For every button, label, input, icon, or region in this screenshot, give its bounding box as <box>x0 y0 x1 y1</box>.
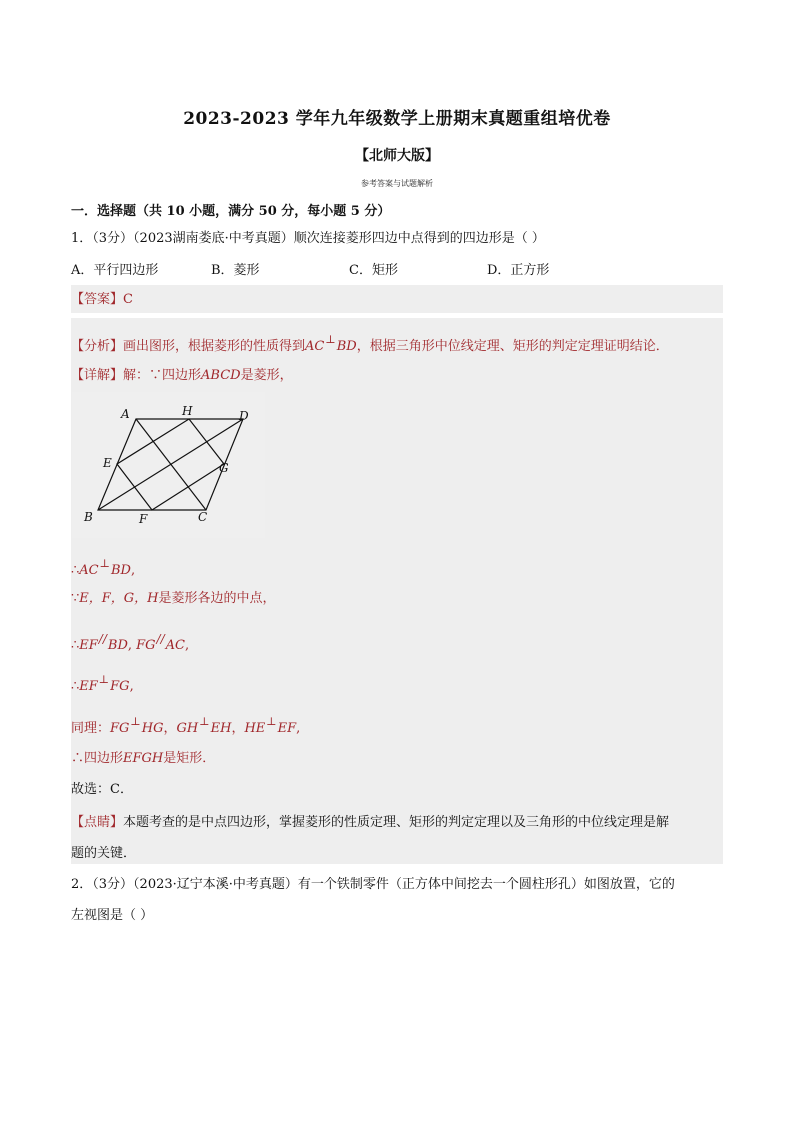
step1-bd: BD <box>110 563 131 578</box>
perpendicular-symbol: ⊥ <box>98 673 110 686</box>
perpendicular-symbol: ⊥ <box>325 333 336 346</box>
comment-line-1 <box>71 814 723 832</box>
answer-line <box>71 291 723 309</box>
label-e: E <box>103 456 112 470</box>
choose-line: 故选：C． <box>71 782 133 797</box>
label-g: G <box>219 461 229 475</box>
detail-tag: 【详解】 <box>71 368 124 383</box>
section-heading: 一．选择题（共 10 小题，满分 50 分，每小题 5 分） <box>71 204 391 219</box>
answer-tag: 【答案】 <box>71 292 124 307</box>
step5-eh: EH <box>210 721 232 736</box>
label-f: F <box>139 512 148 526</box>
analysis-line <box>71 333 723 356</box>
step4-ef: EF <box>79 679 98 694</box>
step5-hg: HG <box>141 721 164 736</box>
detail-abcd: ABCD <box>201 368 241 383</box>
step3-ac: AC <box>165 638 185 653</box>
option-c[interactable]: C．矩形 <box>349 263 398 278</box>
comment-line-2: 题的关键． <box>71 846 137 861</box>
detail-line <box>71 367 723 385</box>
because-symbol: ∵ <box>71 591 80 606</box>
analysis-text-post: ，根据三角形中位线定理、矩形的判定定理证明结论． <box>356 339 669 354</box>
analysis-ac: AC <box>305 339 325 354</box>
parallel-symbol: // <box>156 632 165 646</box>
step2-points: E，F，G，H <box>79 591 159 606</box>
step5-ef: EF <box>277 721 297 736</box>
step2-text: 是菱形各边的中点， <box>158 591 276 606</box>
question-2-stem-line-2: 左视图是（ ） <box>71 908 154 923</box>
step3-ef: EF <box>79 638 98 653</box>
answer-value: C <box>123 292 133 307</box>
therefore-symbol: ∴ <box>71 638 80 653</box>
rhombus-diagram <box>72 392 265 538</box>
detail-text-pre: 解：∵四边形 <box>123 368 202 383</box>
step6-text-post: 是矩形． <box>163 751 216 766</box>
option-b[interactable]: B．菱形 <box>211 263 260 278</box>
perpendicular-symbol: ⊥ <box>99 557 110 570</box>
label-d: D <box>239 409 249 423</box>
option-a[interactable]: A．平行四边形 <box>71 263 159 278</box>
question-1-stem: 1．（3分）（2023湖南娄底·中考真题）顺次连接菱形四边中点得到的四边形是（ ） <box>71 231 545 246</box>
step3-end: , <box>184 638 190 653</box>
step5-sep: ， <box>231 721 245 736</box>
step5-sep: ， <box>163 721 177 736</box>
step3-sep: , <box>127 638 137 653</box>
rhombus-figure <box>72 392 265 538</box>
label-c: C <box>198 510 208 524</box>
step-3 <box>71 632 723 655</box>
analysis-tag: 【分析】 <box>71 339 124 354</box>
document-title: 2023-2023 学年九年级数学上册期末真题重组培优卷 <box>183 109 611 129</box>
option-d[interactable]: D．正方形 <box>487 263 550 278</box>
analysis-bd: BD <box>336 339 357 354</box>
step1-ac: AC <box>79 563 99 578</box>
step5-gh: GH <box>176 721 199 736</box>
step5-fg: FG <box>110 721 130 736</box>
label-h: H <box>182 404 193 418</box>
perpendicular-symbol: ⊥ <box>266 715 277 728</box>
analysis-text-pre: 画出图形，根据菱形的性质得到 <box>123 339 306 354</box>
step6-text-pre: ∴四边形 <box>71 751 124 766</box>
label-a: A <box>121 407 130 421</box>
step3-fg: FG <box>136 638 156 653</box>
step-1 <box>71 557 723 580</box>
step4-fg: FG <box>110 679 130 694</box>
step5-he: HE <box>244 721 266 736</box>
step6-efgh: EFGH <box>123 751 164 766</box>
comment-tag: 【点睛】 <box>71 815 124 830</box>
step-6 <box>71 750 723 768</box>
label-b: B <box>84 510 93 524</box>
therefore-symbol: ∴ <box>71 679 80 694</box>
parallel-symbol: // <box>98 632 107 646</box>
step-5 <box>71 715 723 738</box>
similarly-label: 同理： <box>71 721 111 736</box>
step-4 <box>71 673 723 696</box>
step4-end: , <box>129 679 134 694</box>
step1-end: , <box>130 563 136 578</box>
question-2-stem-line-1: 2．（3分）（2023·辽宁本溪·中考真题）有一个铁制零件（正方体中间挖去一个圆柱形孔）如图放置，它的 <box>71 877 675 892</box>
step5-end: , <box>296 721 301 736</box>
perpendicular-symbol: ⊥ <box>130 715 141 728</box>
edition-label: 【北师大版】 <box>355 148 439 164</box>
perpendicular-symbol: ⊥ <box>199 715 210 728</box>
therefore-symbol: ∴ <box>71 563 80 578</box>
detail-text-post: 是菱形， <box>240 368 293 383</box>
step-2 <box>71 590 723 608</box>
reference-subtitle: 参考答案与试题解析 <box>361 179 433 188</box>
comment-text-1: 本题考查的是中点四边形，掌握菱形的性质定理、矩形的判定定理以及三角形的中位线定理是解 <box>123 815 670 830</box>
step3-bd: BD <box>107 638 128 653</box>
